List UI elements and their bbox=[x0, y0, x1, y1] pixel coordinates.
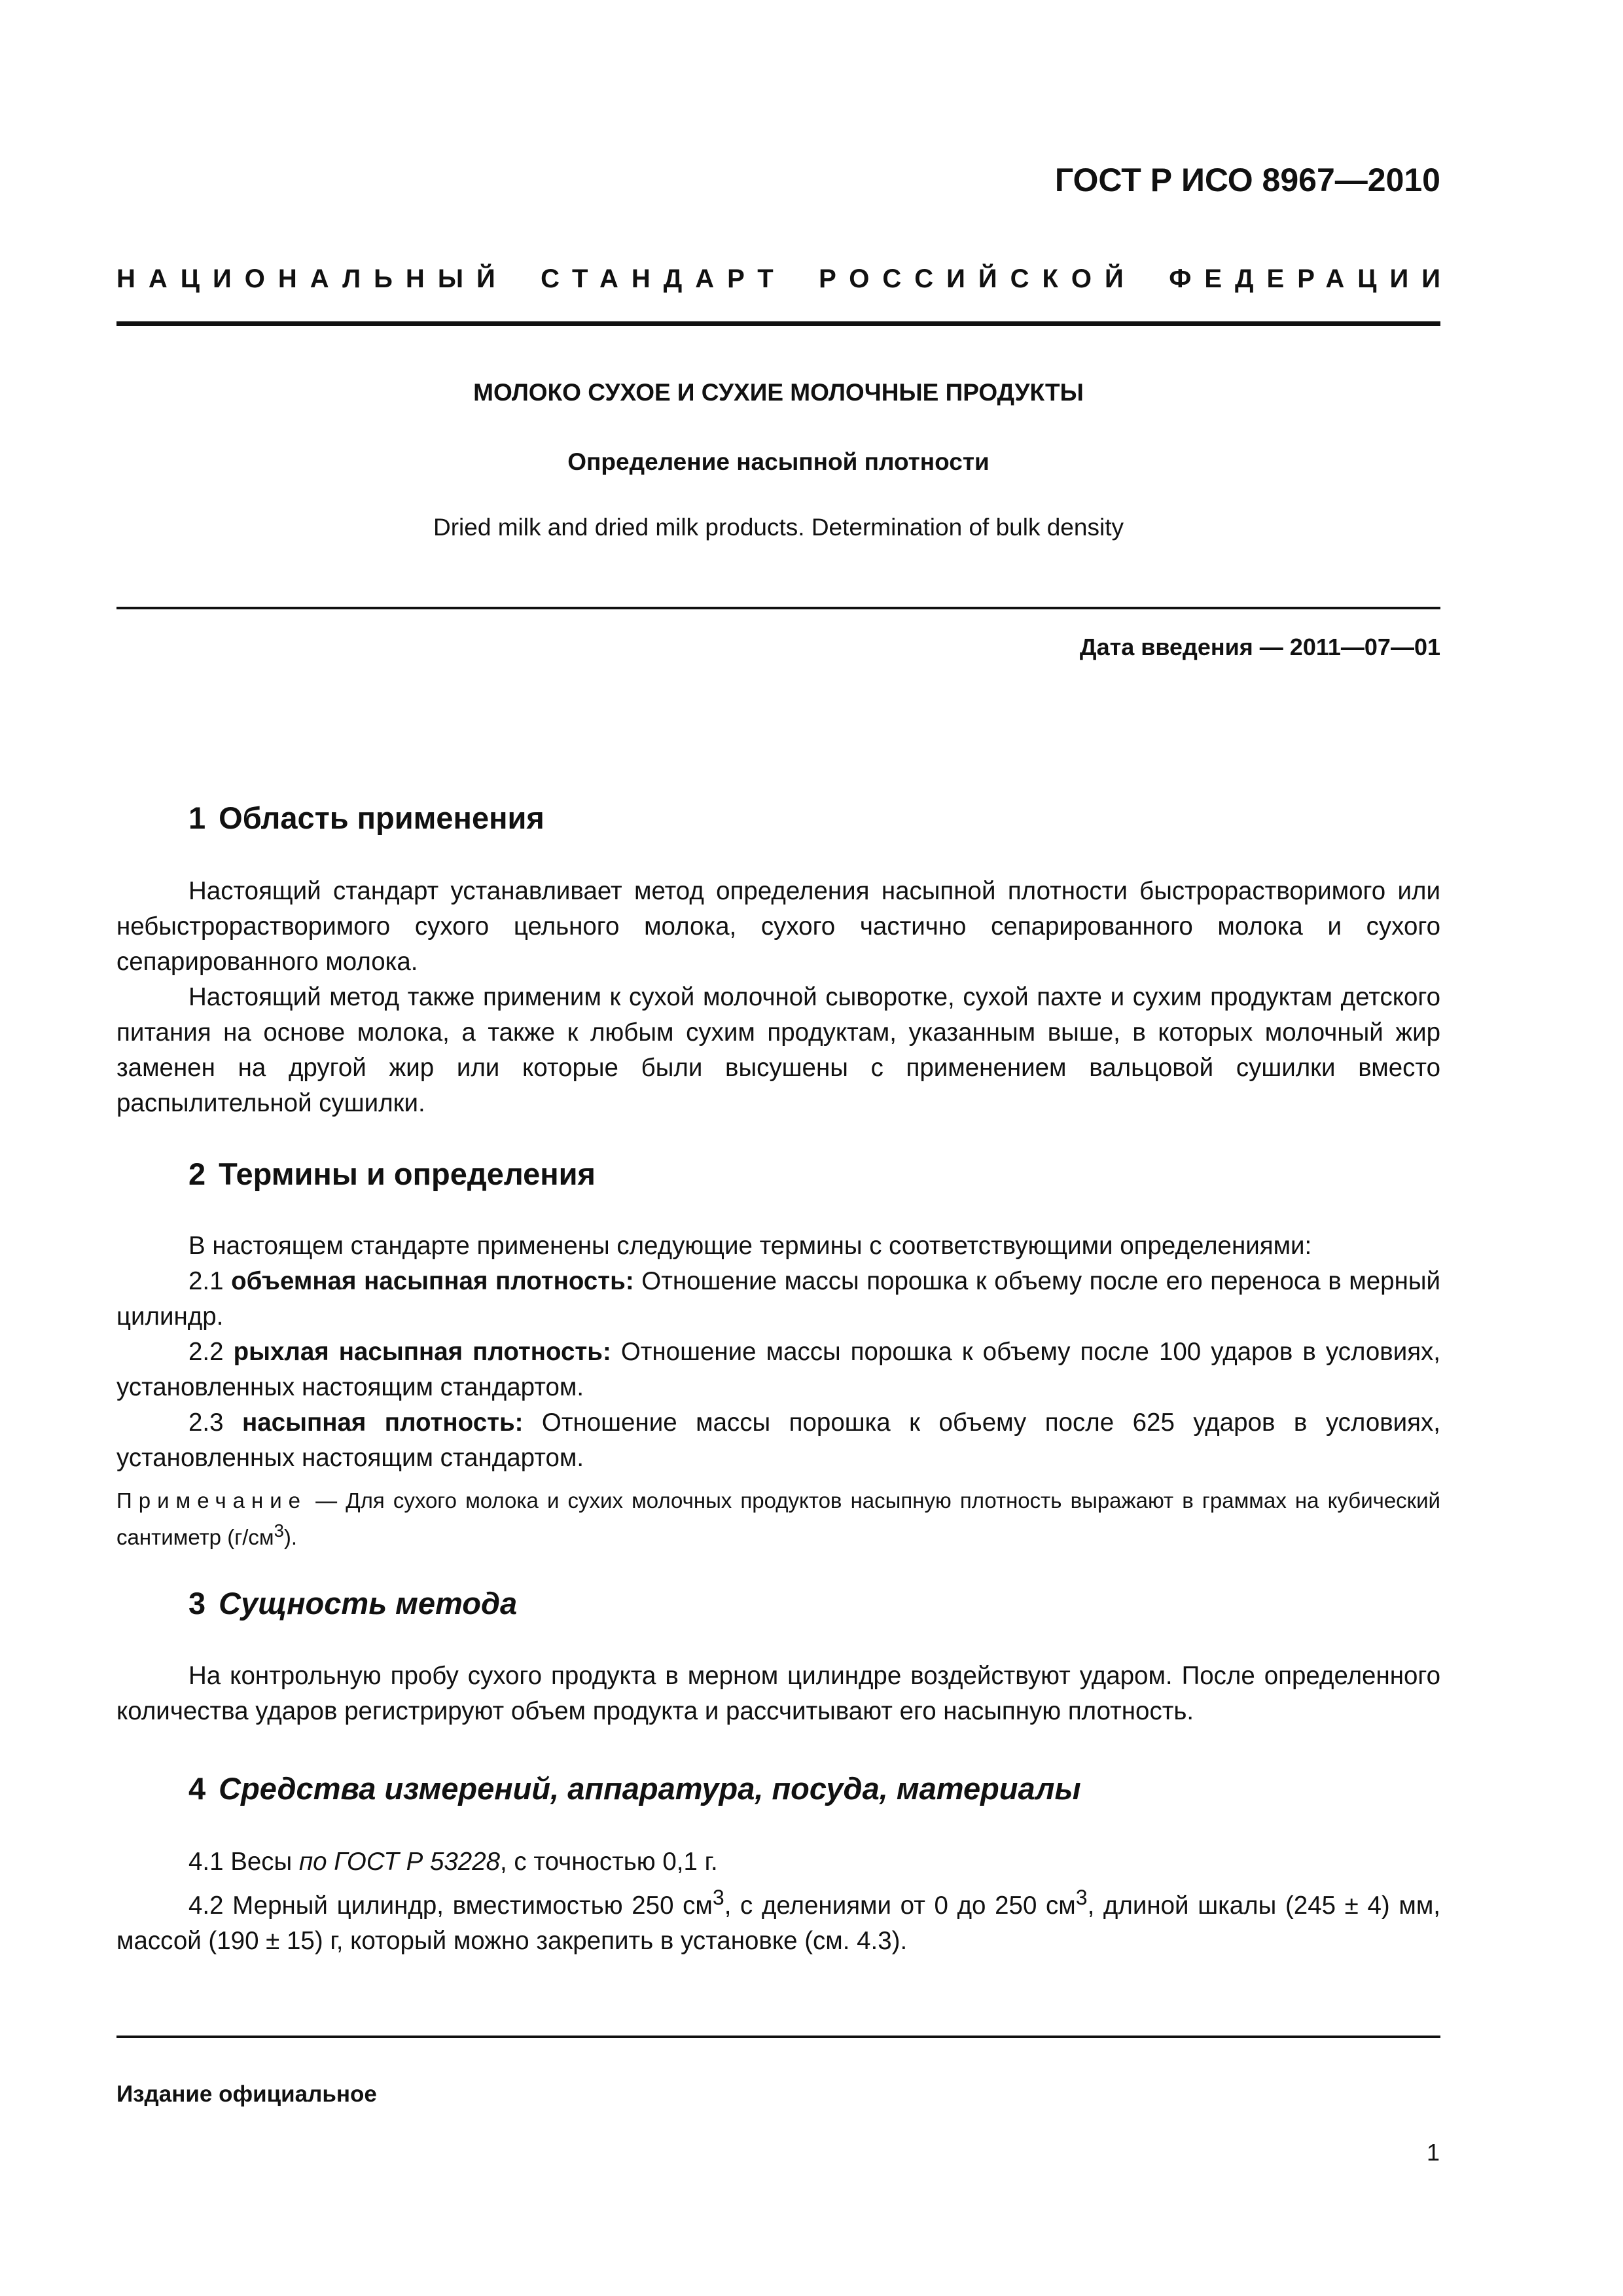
section-title: Средства измерений, аппаратура, посуда, материалы bbox=[219, 1771, 1081, 1806]
note bbox=[116, 1486, 1440, 1552]
item-text: , длиной шкалы (245 ± 4) мм, массой (190 ± 15) г, который можно закрепить в установке (см. 4.3). bbox=[116, 1891, 1440, 1955]
document-english-title: Dried milk and dried milk products. Determination of bulk density bbox=[433, 514, 1124, 541]
section-4-heading bbox=[188, 1770, 1081, 1806]
paragraph: Настоящий метод также применим к сухой молочной сыворотке, сухой пахте и сухим продуктам детского питания на основе молока, а также к любым сухим продуктам, указанным выше, в которых молочный жир заменен на другой жир или которые были высушены с применением вальцовой сушилки вместо распылительной сушилки. bbox=[116, 983, 1440, 1117]
paragraph: В настоящем стандарте применены следующие термины с соответствующими определениями: bbox=[188, 1232, 1312, 1260]
definition: Отношение массы порошка к объему после его переноса в мерный цилиндр. bbox=[116, 1267, 1441, 1331]
item-text: 4.1 Весы bbox=[188, 1848, 299, 1876]
title-divider bbox=[116, 607, 1440, 609]
section-number: 2 bbox=[188, 1157, 206, 1191]
section-number: 3 bbox=[188, 1586, 206, 1621]
note-label: Примечание bbox=[116, 1488, 308, 1513]
note-text-end: ). bbox=[283, 1525, 298, 1549]
item-text: , с делениями от 0 до 250 см bbox=[724, 1891, 1076, 1920]
term-number: 2.2 bbox=[188, 1338, 224, 1366]
national-title-word: РОССИЙСКОЙ bbox=[819, 264, 1137, 293]
term-number: 2.3 bbox=[188, 1408, 224, 1437]
header-divider bbox=[116, 321, 1440, 326]
note-text: — Для сухого молока и сухих молочных продуктов насыпную плотность выражают в граммах на кубический сантиметр (г/см bbox=[116, 1488, 1440, 1549]
definition: Отношение массы порошка к объему после 100 ударов в условиях, установленных настоящим стандартом. bbox=[116, 1338, 1441, 1401]
term-definition bbox=[116, 1405, 1440, 1476]
section-number: 1 bbox=[188, 800, 206, 835]
section-title: Сущность метода bbox=[219, 1586, 518, 1621]
definition: Отношение массы порошка к объему после 625 ударов в условиях, установленных настоящим стандартом. bbox=[116, 1408, 1440, 1472]
section-1-heading bbox=[188, 800, 544, 836]
national-title-word: НАЦИОНАЛЬНЫЙ bbox=[116, 264, 508, 293]
standard-code: ГОСТ Р ИСО 8967—2010 bbox=[1054, 162, 1440, 198]
footer-divider bbox=[116, 2036, 1440, 2038]
section-1-body bbox=[116, 874, 1440, 1121]
section-2-body bbox=[116, 1229, 1440, 1476]
section-title: Область применения bbox=[219, 800, 544, 835]
national-title-word: ФЕДЕРАЦИИ bbox=[1169, 264, 1454, 293]
item-text: , с точностью 0,1 г. bbox=[500, 1848, 718, 1876]
page-number: 1 bbox=[1426, 2139, 1440, 2166]
term: насыпная плотность: bbox=[242, 1408, 524, 1437]
document-title: МОЛОКО СУХОЕ И СУХИЕ МОЛОЧНЫЕ ПРОДУКТЫ bbox=[473, 379, 1084, 406]
list-item bbox=[116, 1880, 1440, 1959]
paragraph: На контрольную пробу сухого продукта в мерном цилиндре воздействуют ударом. После определенного количества ударов регистрируют объем продукта и рассчитывают его насыпную плотность. bbox=[116, 1662, 1440, 1725]
item-text: 4.2 Мерный цилиндр, вместимостью 250 см bbox=[188, 1891, 713, 1920]
list-item bbox=[116, 1844, 1440, 1880]
term-number: 2.1 bbox=[188, 1267, 224, 1295]
official-edition-label: Издание официальное bbox=[116, 2081, 377, 2107]
standard-reference: по ГОСТ Р 53228 bbox=[298, 1848, 501, 1876]
document-subtitle: Определение насыпной плотности bbox=[567, 448, 990, 475]
national-title-word: СТАНДАРТ bbox=[541, 264, 787, 293]
superscript: 3 bbox=[1075, 1886, 1088, 1909]
term: объемная насыпная плотность: bbox=[231, 1267, 634, 1295]
term: рыхлая насыпная плотность: bbox=[233, 1338, 611, 1366]
superscript: 3 bbox=[274, 1520, 284, 1541]
term-definition bbox=[116, 1335, 1440, 1405]
introduction-date: Дата введения — 2011—07—01 bbox=[1079, 634, 1440, 660]
section-3-heading bbox=[188, 1585, 517, 1621]
national-standard-title bbox=[116, 264, 1454, 294]
superscript: 3 bbox=[712, 1886, 724, 1909]
section-2-heading bbox=[188, 1156, 596, 1192]
paragraph: Настоящий стандарт устанавливает метод определения насыпной плотности быстрорастворимого или небыстрорастворимого сухого цельного молока, сухого частично сепарированного молока и сухого сепарированного молока. bbox=[116, 877, 1440, 976]
section-3-body bbox=[116, 1659, 1440, 1729]
section-number: 4 bbox=[188, 1771, 206, 1806]
term-definition bbox=[116, 1264, 1440, 1335]
section-4-body bbox=[116, 1844, 1440, 1959]
section-title: Термины и определения bbox=[219, 1157, 596, 1191]
